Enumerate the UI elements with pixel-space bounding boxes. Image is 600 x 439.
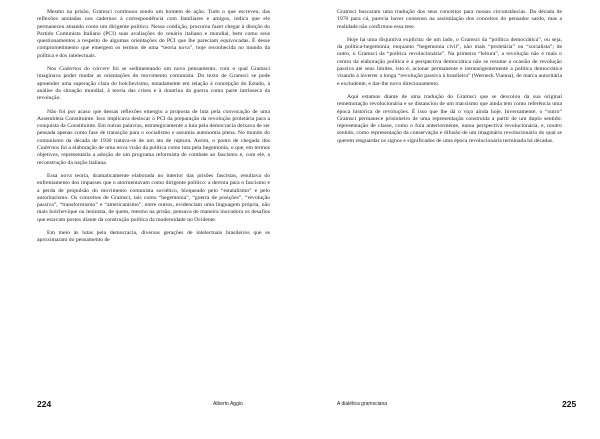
- paragraph: Mesmo na prisão, Gramsci continuou sendo um homem de ação. Tudo o que escreveu, das reflexões anotadas nos cadernos à correspondência com familiares e amigos, indica que ele permaneceu atuando como um dirigente político. Nessa condição, procurou fazer chegar à direção do Partido Comunista Italiano (PCI) suas avaliações do cenário italiano e mundial, bem como seus questionamentos a respeito de algumas orientações do PCI que lhe pareciam equivocadas. É desse comprometimento que emergem os termos de uma “teoria nova”, hoje reconhecida no mundo da política e dos intelectuais.: [37, 9, 270, 59]
- paragraph: Gramsci buscaram uma tradução dos seus conceitos para nossas circunstâncias. Da década de 1970 para cá, parecia haver consenso na assimilação dos conceitos do pensador sardo, mas a realidade não confirmou essa tese.: [337, 9, 562, 30]
- left-page-body: [37, 9, 270, 245]
- paragraph: Nos Cadernos do cárcere foi se sedimentando um novo pensamento, com o qual Gramsci imaginava poder mudar as orientações do movimento comunista. Do texto de Gramsci se pode apreender uma superação clara do bolchevismo, notadamente em relação à concepção do Estado, à análise da situação mundial, à teoria das crises e à doutrina da guerra como parte intrínseca da revolução.: [37, 66, 270, 102]
- right-page: [300, 0, 600, 439]
- right-page-body: [337, 9, 562, 145]
- paragraph: Hoje há uma disjuntiva explícita: de um lado, o Gramsci da “política democrática”, ou seja, da política-hegemonia, enquanto “hegemonia civil”, não mais “proletária” ou “socialista”; de outro, o Gramsci da “política revolucionária”. Na primeira “leitura”, a revolução não é mais o centro da elaboração política e a perspectiva democrática não se resume a ocasião de revolução passiva até seus limites, isto é, acionar permanente e intransigentemente a política democrática visando à inverter a longa “revolução passiva à brasileira” (Werneck Vianna), de marca autoritária e excludente, e dar-lhe novo direcionamento.: [337, 36, 562, 87]
- paragraph: Em meio às lutas pela democracia, diversas gerações de intelectuais brasileiros que se aproximaram do pensamento de: [37, 230, 270, 244]
- paragraph: Essa nova teoria, dramaticamente elaborada no interior das prisões fascistas, resultava do enfrentamento dos impasses que o atormentavam como dirigente político: a derrota para o fascismo e a perda de propulsão do movimento comunista soviético, bloqueado pelo “estatalismo” e pelo autoritarismo. Os conceitos de Gramsci, tais como “hegemonia”, “guerra de posições”, “revolução passiva”, “transformismo” e “americanismo”, entre outros, evidenciam uma linguagem própria, não mais bolchevique ou leninista, de quem, mesmo na prisão, pensava de maneira inovadora os desafios que estavam postos diante da construção política da modernidade no Ocidente.: [37, 172, 270, 223]
- running-head: A dialética gramsciana: [337, 401, 388, 407]
- paragraph: Aqui estamos diante de uma tradução do Gramsci que se descolou da sua original rememoração revolucionária e se distanciou de um marxismo que ainda tem como referência uma época histórica de revoluções. É isso que lhe dá o viço ainda hoje. Inversamente, o “outro” Gramsci permanece prisioneiro de uma representação construída a partir de um duplo sentido: representação de classe, como o fora anteriormente, numa perspectiva revolucionária, e, noutro sentido, como representação da conservação e difusão de um imaginário revolucionário do qual se querem resguardar os signos e significados de uma época revolucionária terminada há décadas.: [337, 93, 562, 144]
- page-number: 224: [37, 399, 52, 409]
- paragraph: Não foi por acaso que dessas reflexões emergiu a proposta de luta pela convocação de uma Assembleia Constituinte. Isso implicava deslocar o PCI da preparação da revolução proletária para a conquista da Constituinte. Em outras palavras, estrategicamente a luta pela democracia deixava de ser pensada apenas como fase de transição para o socialismo e assumia autonomia plena. No mundo do comunismo da década de 1930 tratava-se de um ato de ruptura. Assim, o ponto de chegada dos Cadernos foi a elaboração de uma nova visão da política como luta pela hegemonia, o que, em termos objetivos, representaria a adoção de um programa reformista de combate ao fascismo e, com ele, a reconstrução da nação italiana.: [37, 108, 270, 166]
- running-head: Alberto Aggio: [213, 401, 243, 407]
- page-number: 225: [562, 399, 577, 409]
